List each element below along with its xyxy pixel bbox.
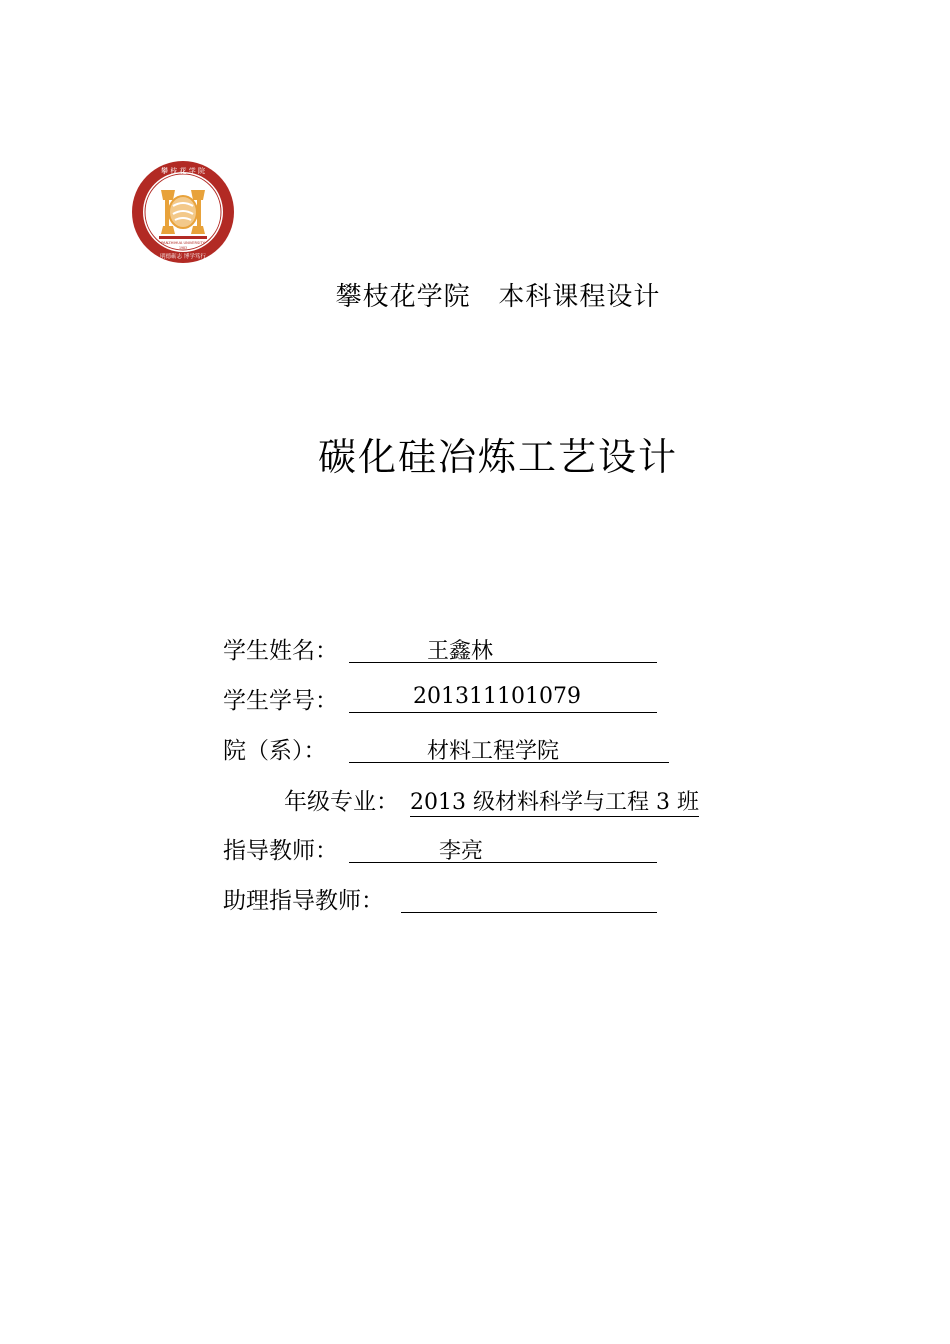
field-advisor: [223, 832, 663, 866]
student-name-value: 王鑫林: [427, 639, 494, 664]
institution-name: 攀枝花学院: [335, 282, 471, 312]
student-id-value: 201311101079: [413, 684, 581, 709]
advisor-underline: [349, 832, 657, 863]
student-name-underline: [349, 632, 657, 663]
university-seal-logo: [131, 160, 235, 264]
department-label: 院（系）：: [223, 738, 327, 764]
advisor-label: 指导教师：: [223, 838, 338, 864]
field-department: [223, 732, 675, 766]
course-type: 本科课程设计: [498, 282, 661, 312]
seal-arc-text: 攀 枝 花 学 院: [161, 167, 205, 175]
field-student-name: [223, 632, 663, 666]
student-name-label: 学生姓名：: [223, 638, 338, 664]
assistant-advisor-label: 助理指导教师：: [223, 888, 384, 914]
grade-major-value: 2013 级材料科学与工程 3 班: [410, 790, 699, 815]
course-header: [0, 276, 950, 313]
seal-founded-year: 1983: [178, 246, 188, 250]
field-student-id: [223, 682, 663, 716]
grade-major-label: 年级专业：: [284, 789, 399, 815]
field-grade-major: [284, 783, 724, 817]
document-title: 碳化硅冶炼工艺设计: [317, 435, 678, 479]
seal-motto: 明德砺志 博学笃行: [160, 254, 206, 260]
seal-university-en: PANZHIHUA UNIVERSITY: [161, 241, 205, 245]
assistant-advisor-underline: [401, 882, 657, 913]
header-spacer: [480, 282, 489, 312]
student-id-label: 学生学号：: [223, 688, 338, 714]
department-value: 材料工程学院: [427, 739, 560, 764]
advisor-value: 李亮: [439, 839, 484, 864]
field-assistant-advisor: [223, 882, 663, 916]
